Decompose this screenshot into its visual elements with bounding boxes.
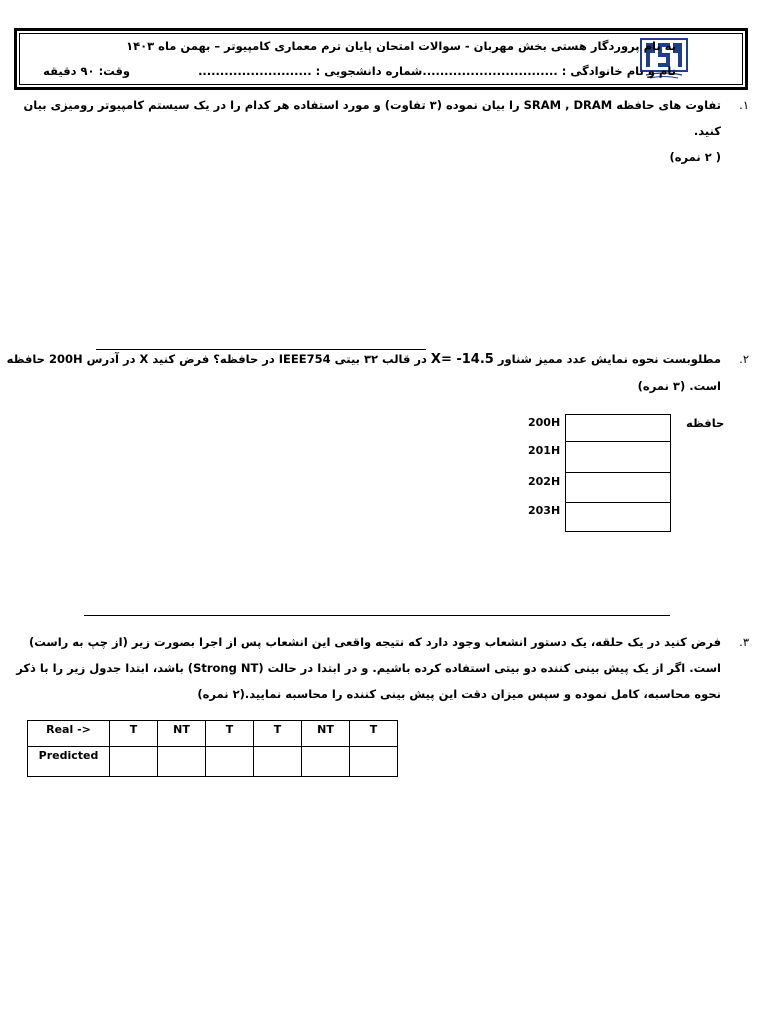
predicted-label-cell: Predicted <box>28 747 110 777</box>
predicted-cell[interactable] <box>302 747 350 777</box>
memory-cell-201h[interactable] <box>565 441 671 473</box>
memory-address-202h: 202H <box>528 475 561 488</box>
real-cell: T <box>350 721 398 747</box>
predicted-cell[interactable] <box>254 747 302 777</box>
question-2 <box>6 346 749 399</box>
question-3-line-3: نحوه محاسبه، کامل نموده و سپس میزان دقت این پیش بینی کننده را محاسبه نمایید.(۲ نمره) <box>197 687 721 701</box>
exam-time: وقت: ۹۰ دقیقه <box>43 64 131 78</box>
question-2-text-before: مطلوبست نحوه نمایش عدد ممیز شناور <box>497 352 721 366</box>
predicted-cell[interactable] <box>158 747 206 777</box>
memory-cell-200h[interactable] <box>565 414 671 442</box>
predicted-row <box>28 747 398 777</box>
question-2-equation: X= -14.5 <box>430 352 494 367</box>
question-2-score-line: است. (۳ نمره) <box>637 379 721 393</box>
question-1-score: ( ۲ نمره) <box>669 150 721 164</box>
name-label: نام و نام خانوادگی : <box>561 64 676 78</box>
question-1 <box>21 92 749 170</box>
memory-cell-202h[interactable] <box>565 472 671 503</box>
memory-address-201h: 201H <box>528 444 561 457</box>
student-id-blank: .......................... <box>198 64 312 78</box>
question-3-number: ۳. <box>739 635 749 649</box>
question-3-line-1: فرض کنید در یک حلقه، یک دستور انشعاب وجود دارد که نتیجه واقعی این انشعاب پس از اجرا بصورت زیر (از چپ به راست) <box>28 635 721 649</box>
real-outcomes-row <box>28 721 398 747</box>
real-cell: NT <box>302 721 350 747</box>
memory-address-203h: 203H <box>528 504 561 517</box>
question-2-number: ۲. <box>739 352 749 366</box>
branch-prediction-table <box>27 720 398 777</box>
question-3-line-2: است. اگر از یک پیش بینی کننده دو بیتی استفاده کرده باشیم. و در ابتدا در حالت (Strong NT) باشد، ابتدا جدول زیر را با ذکر <box>16 661 721 675</box>
question-1-text: تفاوت های حافظه SRAM , DRAM را بیان نموده (۳ تفاوت) و مورد استفاده هر کدام را در یک سیستم کامپیوتر رومیزی بیان کنید. <box>23 98 721 138</box>
student-info-line <box>43 64 676 78</box>
real-cell: T <box>206 721 254 747</box>
predicted-cell[interactable] <box>350 747 398 777</box>
student-id-label: شماره دانشجویی : <box>315 64 423 78</box>
real-cell: NT <box>158 721 206 747</box>
predicted-cell[interactable] <box>110 747 158 777</box>
exam-title: به نام پروردگار هستی بخش مهربان - سوالات امتحان پایان ترم معماری کامپیوتر – بهمن ماه ۱۴۰۳ <box>126 39 676 53</box>
name-blank: ............................... <box>422 64 558 78</box>
question-1-number: ۱. <box>739 98 749 112</box>
memory-address-200h: 200H <box>528 416 561 429</box>
question-2-text-after: در قالب ۳۲ بیتی IEEE754 در حافظه؟ فرض کنید X در آدرس 200H حافظه <box>6 352 427 366</box>
memory-cell-203h[interactable] <box>565 502 671 532</box>
real-cell: T <box>110 721 158 747</box>
question-3 <box>16 629 749 707</box>
memory-label: حافظه <box>686 416 725 430</box>
predicted-cell[interactable] <box>206 747 254 777</box>
real-cell: T <box>254 721 302 747</box>
section-divider <box>84 615 670 616</box>
real-label-cell: Real -> <box>28 721 110 747</box>
